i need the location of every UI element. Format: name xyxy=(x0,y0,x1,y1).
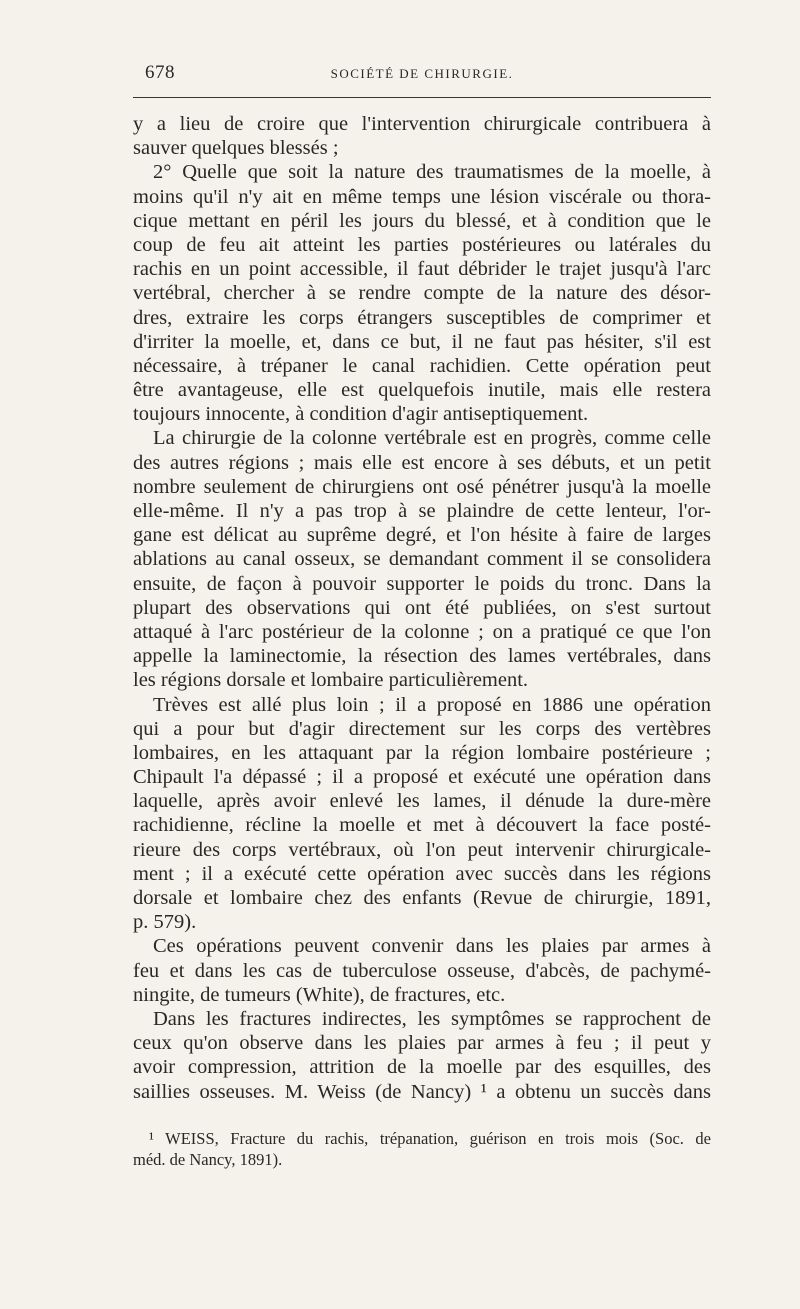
text-line: dorsale et lombaire chez des enfants (Revue de chirurgie, 1891, xyxy=(133,887,711,909)
text-line: ceux qu'on observe dans les plaies par armes à feu ; il peut y xyxy=(133,1032,711,1055)
text-line: rieure des corps vertébraux, où l'on peut intervenir chirurgicale- xyxy=(133,838,711,861)
text-line: qui a pour but d'agir directement sur les corps des vertèbres xyxy=(133,717,711,740)
text-line: saillies osseuses. M. Weiss (de Nancy) ¹ a obtenu un succès dans xyxy=(133,1080,711,1103)
text-line: être avantageuse, elle est quelquefois inutile, mais elle restera xyxy=(133,379,711,402)
text-line: ablations au canal osseux, se demandant comment il se consolidera xyxy=(133,548,711,571)
text-line: 2° Quelle que soit la nature des traumatismes de la moelle, à xyxy=(153,161,711,184)
text-line: nombre seulement de chirurgiens ont osé pénétrer jusqu'à la moelle xyxy=(133,475,711,498)
text-line: appelle la laminectomie, la résection des lames vertébrales, dans xyxy=(133,645,711,668)
footnote-line: ¹ WEISS, Fracture du rachis, trépanation, guérison en trois mois (Soc. de xyxy=(149,1129,711,1148)
running-head: SOCIÉTÉ DE CHIRURGIE. xyxy=(330,66,514,81)
text-line: p. 579). xyxy=(133,911,197,934)
text-line: gane est délicat au suprême degré, et l'on hésite à faire de larges xyxy=(133,524,711,547)
text-line: elle-même. Il n'y a pas trop à se plaindre de cette lenteur, l'or- xyxy=(133,500,711,522)
text-line: plupart des observations qui ont été publiées, on s'est surtout xyxy=(133,596,711,619)
text-line: nécessaire, à trépaner le canal rachidien. Cette opération peut xyxy=(133,354,711,377)
body-text xyxy=(133,112,711,1104)
text-line: laquelle, après avoir enlevé les lames, il dénude la dure-mère xyxy=(133,790,711,813)
text-line: rachidienne, récline la moelle et met à découvert la face posté- xyxy=(133,814,711,837)
text-line: moins qu'il n'y ait en même temps une lésion viscérale ou thora- xyxy=(133,185,711,208)
text-line: rachis en un point accessible, il faut débrider le trajet jusqu'à l'arc xyxy=(133,258,711,281)
text-line: d'irriter la moelle, et, dans ce but, il ne faut pas hésiter, s'il est xyxy=(133,330,711,353)
text-line: avoir compression, attrition de la moelle par des esquilles, des xyxy=(133,1056,711,1079)
text-line: La chirurgie de la colonne vertébrale est en progrès, comme celle xyxy=(153,427,711,450)
text-line: dres, extraire les corps étrangers susceptibles de comprimer et xyxy=(133,306,711,329)
text-line: attaqué à l'arc postérieur de la colonne ; on a pratiqué ce que l'on xyxy=(133,620,711,643)
text-line: toujours innocente, à condition d'agir antiseptiquement. xyxy=(133,403,589,426)
text-line: Trèves est allé plus loin ; il a proposé en 1886 une opération xyxy=(153,693,711,716)
header-rule xyxy=(133,97,711,98)
text-line: y a lieu de croire que l'intervention chirurgicale contribuera à xyxy=(133,113,711,135)
text-line: vertébral, chercher à se rendre compte de la nature des désor- xyxy=(133,282,711,305)
page-number: 678 xyxy=(145,62,175,83)
text-line: Dans les fractures indirectes, les symptômes se rapprochent de xyxy=(153,1007,711,1030)
text-line: ment ; il a exécuté cette opération avec succès dans les régions xyxy=(133,862,711,885)
text-line: ensuite, de façon à pouvoir supporter le poids du tronc. Dans la xyxy=(133,572,711,595)
text-line: cique mettant en péril les jours du blessé, et à condition que le xyxy=(133,209,711,232)
text-line: des autres régions ; mais elle est encore à ses débuts, et un petit xyxy=(133,451,711,474)
text-line: coup de feu ait atteint les parties postérieures ou latérales du xyxy=(133,233,711,256)
text-line: Chipault l'a dépassé ; il a proposé et exécuté une opération dans xyxy=(133,766,711,789)
text-line: lombaires, en les attaquant par la région lombaire postérieure ; xyxy=(133,741,711,764)
text-line: Ces opérations peuvent convenir dans les plaies par armes à xyxy=(153,935,711,958)
text-line: ningite, de tumeurs (White), de fractures, etc. xyxy=(133,983,506,1006)
page-header xyxy=(133,62,711,88)
text-line: les régions dorsale et lombaire particulièrement. xyxy=(133,669,529,692)
footnote xyxy=(133,1128,711,1170)
text-line: feu et dans les cas de tuberculose osseuse, d'abcès, de pachymé- xyxy=(133,959,711,982)
text-line: sauver quelques blessés ; xyxy=(133,137,339,160)
footnote-line: méd. de Nancy, 1891). xyxy=(133,1150,283,1169)
